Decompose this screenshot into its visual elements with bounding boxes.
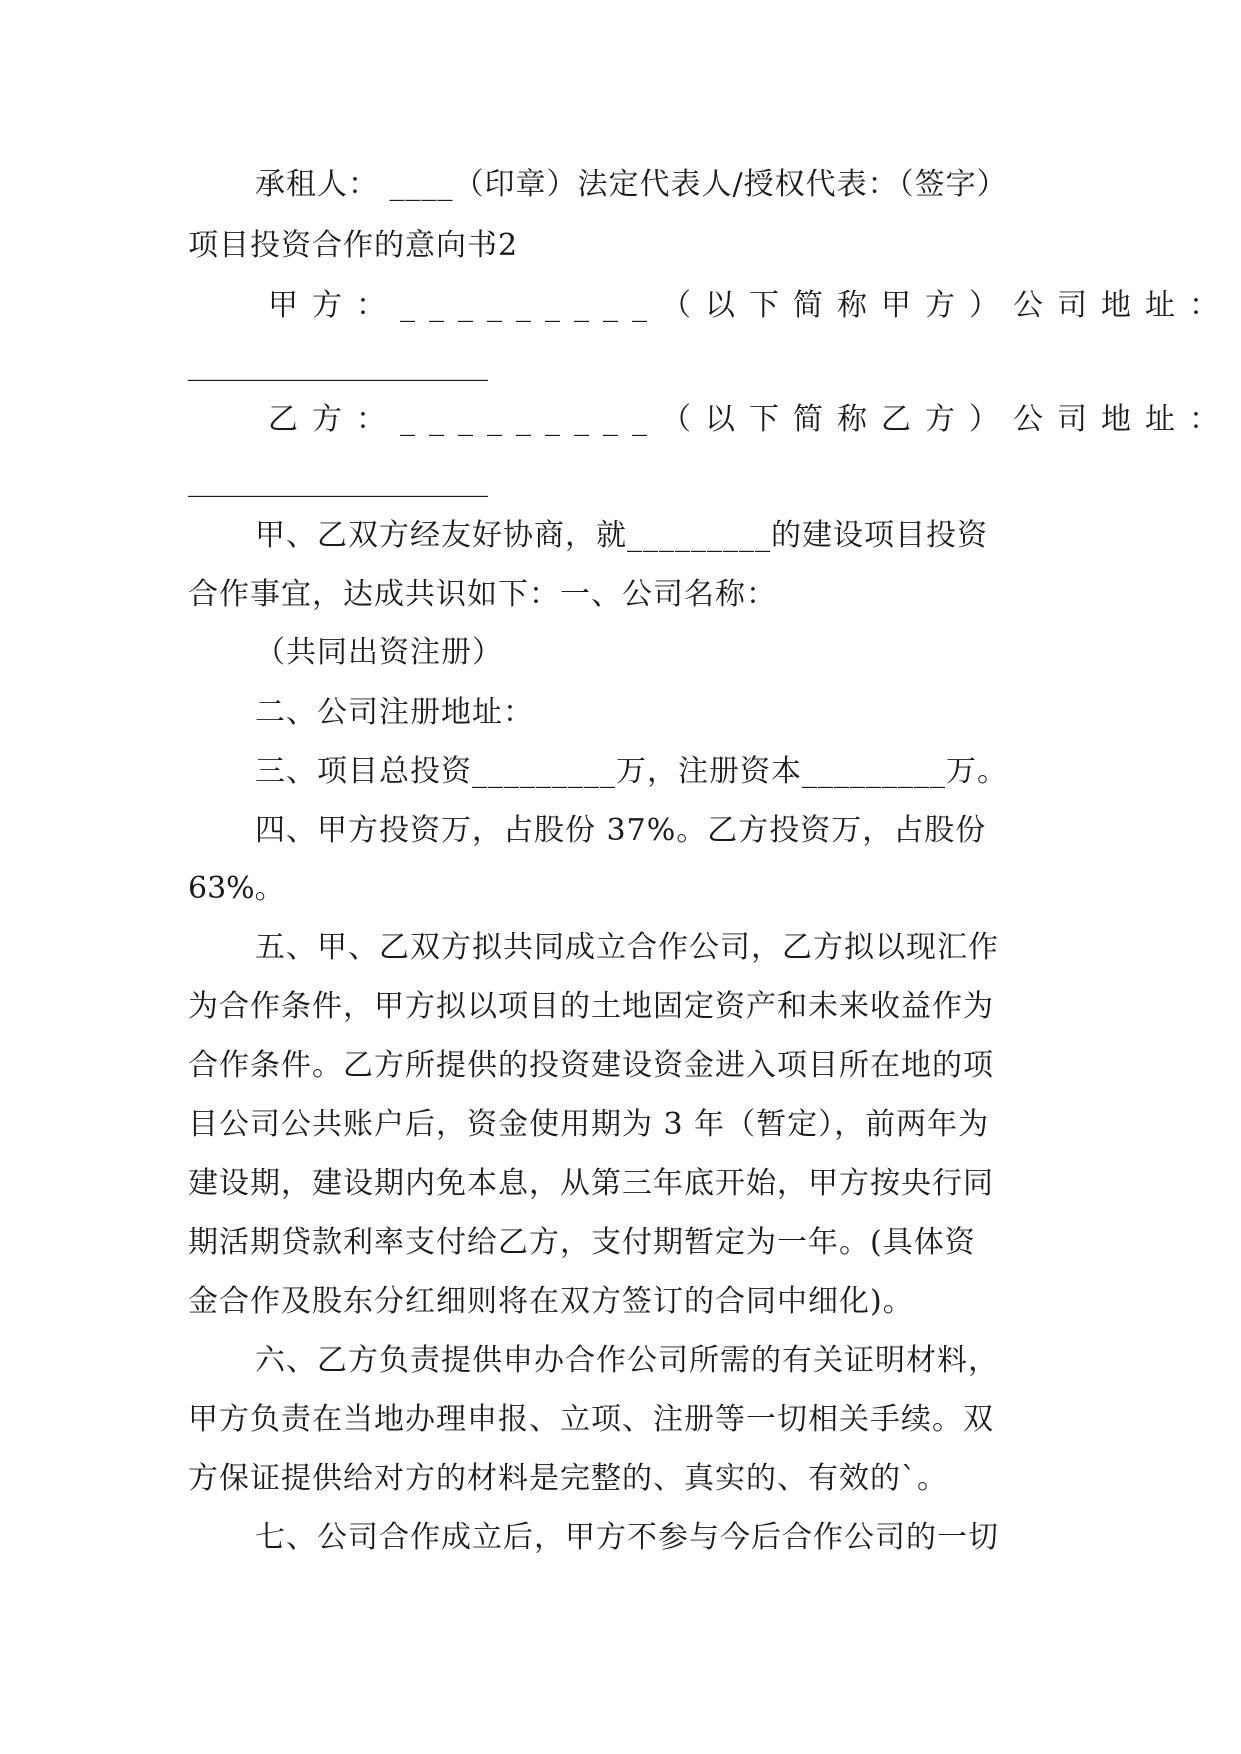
party-a-address-blank: ____________________ [188,347,488,382]
clause-6-line: 甲方负责在当地办理申报、立项、注册等一切相关手续。双 [188,1402,994,1437]
party-a-line: 甲方：_________（以下简称甲方）公司地址： [268,288,1233,323]
clause-7-line: 七、公司合作成立后，甲方不参与今后合作公司的一切 [255,1520,999,1555]
lessee-signature-line: 承租人： ____（印章）法定代表人/授权代表：（签字） [255,167,1008,202]
party-b-line: 乙方：_________（以下简称乙方）公司地址： [268,402,1233,437]
clause-5-line: 目公司公共账户后，资金使用期为 3 年（暂定），前两年为 [188,1107,990,1142]
clause-5-line: 合作条件。乙方所提供的投资建设资金进入项目所在地的项 [188,1048,994,1083]
clause-4-line: 63%。 [188,871,285,906]
clause-5-line: 为合作条件，甲方拟以项目的土地固定资产和未来收益作为 [188,989,994,1024]
intro-paragraph-line: 合作事宜，达成共识如下：一、公司名称： [188,577,777,612]
clause-4-line: 四、甲方投资万，占股份 37%。乙方投资万，占股份 [255,813,987,848]
intro-paragraph-line: 甲、乙双方经友好协商，就_________的建设项目投资 [255,518,988,553]
clause-5-line: 金合作及股东分红细则将在双方签订的合同中细化)。 [188,1284,914,1319]
clause-6-line: 六、乙方负责提供申办合作公司所需的有关证明材料， [255,1343,999,1378]
clause-line: （共同出资注册） [255,635,503,670]
document-title: 项目投资合作的意向书2 [188,228,519,263]
clause-5-line: 期活期贷款利率支付给乙方，支付期暂定为一年。(具体资 [188,1225,976,1260]
party-b-address-blank: ____________________ [188,463,488,498]
clause-6-line: 方保证提供给对方的材料是完整的、真实的、有效的`。 [188,1461,948,1496]
clause-3-line: 三、项目总投资_________万，注册资本_________万。 [255,754,1008,789]
clause-5-line: 建设期，建设期内免本息，从第三年底开始，甲方按央行同 [188,1166,994,1201]
clause-2-line: 二、公司注册地址： [255,695,534,730]
clause-5-line: 五、甲、乙双方拟共同成立合作公司，乙方拟以现汇作 [255,930,999,965]
